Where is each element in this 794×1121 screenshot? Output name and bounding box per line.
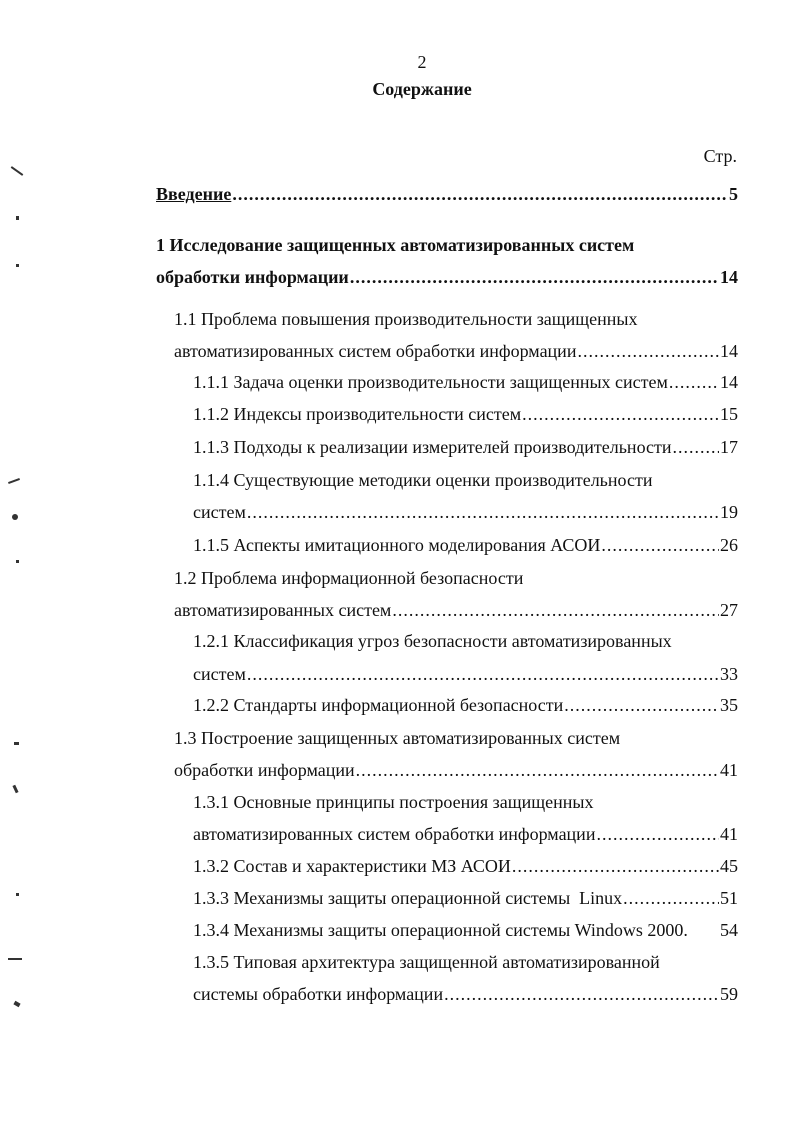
toc-entry-chapter-1-line-2[interactable] bbox=[156, 264, 738, 290]
toc-entry-page: 14 bbox=[720, 267, 738, 287]
toc-entry-text: 1.3 Построение защищенных автоматизированных систем bbox=[174, 728, 621, 748]
toc-entry-text: 1.1.2 Индексы производительности систем bbox=[193, 404, 522, 424]
toc-entry-1-2-1-line-2[interactable] bbox=[193, 661, 738, 687]
toc-entry-text: автоматизированных систем bbox=[174, 600, 392, 620]
toc-entry-text: 1.3.1 Основные принципы построения защищенных bbox=[193, 792, 594, 812]
toc-entry-1-1-4-line-2[interactable] bbox=[193, 499, 738, 525]
scan-artifact bbox=[16, 264, 19, 267]
scan-artifact bbox=[11, 166, 24, 176]
toc-entry-1-2-2[interactable] bbox=[193, 692, 738, 718]
scan-artifact bbox=[13, 1001, 20, 1007]
toc-entry-1-1-line-2[interactable] bbox=[174, 338, 738, 364]
scan-artifact bbox=[16, 560, 19, 563]
toc-entry-1-3-1-line-1[interactable] bbox=[193, 789, 738, 815]
toc-entry-page: 41 bbox=[720, 760, 738, 780]
dot-leader bbox=[247, 499, 719, 525]
dot-leader bbox=[673, 434, 719, 460]
toc-entry-page: 51 bbox=[720, 888, 738, 908]
toc-entry-text: автоматизированных систем обработки информации bbox=[174, 341, 577, 361]
toc-entry-1-3-2[interactable] bbox=[193, 853, 738, 879]
toc-entry-page: 45 bbox=[720, 856, 738, 876]
scan-artifact bbox=[14, 742, 19, 745]
toc-entry-text: 1.1.3 Подходы к реализации измерителей производительности bbox=[193, 437, 672, 457]
scan-artifact bbox=[16, 893, 19, 896]
dot-leader bbox=[596, 821, 719, 847]
toc-entry-text: Введение bbox=[156, 184, 232, 204]
toc-entry-page: 27 bbox=[720, 600, 738, 620]
toc-entry-1-3-line-1[interactable] bbox=[174, 725, 738, 751]
dot-leader bbox=[512, 853, 719, 879]
toc-entry-1-3-5-line-2[interactable] bbox=[193, 981, 738, 1007]
toc-entry-text: 1.2 Проблема информационной безопасности bbox=[174, 568, 524, 588]
toc-entry-chapter-1-line-1[interactable] bbox=[156, 232, 738, 258]
toc-entry-page: 41 bbox=[720, 824, 738, 844]
toc-entry-page: 19 bbox=[720, 502, 738, 522]
dot-leader bbox=[247, 661, 719, 687]
dot-leader bbox=[350, 264, 719, 290]
page-title: Содержание bbox=[372, 79, 472, 99]
toc-entry-page: 35 bbox=[720, 695, 738, 715]
toc-entry-1-3-line-2[interactable] bbox=[174, 757, 738, 783]
page-number: 2 bbox=[417, 52, 427, 72]
toc-entry-page: 26 bbox=[720, 535, 738, 555]
scan-artifact bbox=[16, 216, 19, 220]
toc-entry-text: 1.3.4 Механизмы защиты операционной системы Windows 2000. bbox=[193, 920, 688, 940]
toc-entry-text: 1.3.3 Механизмы защиты операционной системы Linux bbox=[193, 888, 623, 908]
toc-entry-page: 14 bbox=[720, 372, 738, 392]
scan-artifact bbox=[12, 514, 18, 520]
toc-entry-text: обработки информации bbox=[156, 267, 349, 287]
toc-entry-text: 1.1.1 Задача оценки производительности защищенных систем bbox=[193, 372, 668, 392]
dot-leader bbox=[564, 692, 719, 718]
toc-entry-page: 14 bbox=[720, 341, 738, 361]
toc-entry-1-1-1[interactable] bbox=[193, 369, 738, 395]
scan-artifact bbox=[12, 785, 18, 794]
toc-entry-text: 1.1.5 Аспекты имитационного моделирования АСОИ bbox=[193, 535, 601, 555]
toc-entry-1-2-1-line-1[interactable] bbox=[193, 628, 738, 654]
dot-leader bbox=[669, 369, 719, 395]
scan-artifact bbox=[8, 478, 20, 484]
scan-artifact bbox=[8, 958, 22, 960]
page-column-label: Стр. bbox=[703, 146, 737, 166]
toc-entry-intro[interactable] bbox=[156, 181, 738, 207]
toc-entry-page: 54 bbox=[720, 920, 738, 940]
toc-entry-page: 59 bbox=[720, 984, 738, 1004]
toc-entry-1-3-5-line-1[interactable] bbox=[193, 949, 738, 975]
dot-leader bbox=[392, 597, 719, 623]
toc-entry-text: 1.2.2 Стандарты информационной безопасности bbox=[193, 695, 564, 715]
toc-entry-text: обработки информации bbox=[174, 760, 355, 780]
toc-entry-1-3-3[interactable] bbox=[193, 885, 738, 911]
toc-entry-text: 1.1.4 Существующие методики оценки производительности bbox=[193, 470, 653, 490]
dot-leader bbox=[444, 981, 719, 1007]
toc-entry-1-1-5[interactable] bbox=[193, 532, 738, 558]
toc-entry-text: 1.2.1 Классификация угроз безопасности автоматизированных bbox=[193, 631, 672, 651]
dot-leader bbox=[623, 885, 719, 911]
toc-entry-1-1-line-1[interactable] bbox=[174, 306, 738, 332]
toc-entry-1-3-1-line-2[interactable] bbox=[193, 821, 738, 847]
toc-entry-1-3-4[interactable] bbox=[193, 917, 738, 943]
toc-entry-text: автоматизированных систем обработки информации bbox=[193, 824, 596, 844]
dot-leader bbox=[232, 181, 728, 207]
toc-entry-1-1-2[interactable] bbox=[193, 401, 738, 427]
toc-entry-text: 1.3.5 Типовая архитектура защищенной автоматизированной bbox=[193, 952, 660, 972]
toc-entry-text: 1.3.2 Состав и характеристики МЗ АСОИ bbox=[193, 856, 511, 876]
toc-entry-1-2-line-1[interactable] bbox=[174, 565, 738, 591]
toc-entry-page: 33 bbox=[720, 664, 738, 684]
toc-entry-page: 15 bbox=[720, 404, 738, 424]
toc-entry-1-1-4-line-1[interactable] bbox=[193, 467, 738, 493]
dot-leader bbox=[601, 532, 719, 558]
toc-entry-1-2-line-2[interactable] bbox=[174, 597, 738, 623]
toc-entry-page: 5 bbox=[729, 184, 738, 204]
toc-entry-text: систем bbox=[193, 502, 246, 522]
dot-leader bbox=[522, 401, 719, 427]
toc-entry-text: 1 Исследование защищенных автоматизированных систем bbox=[156, 235, 635, 255]
toc-entry-text: системы обработки информации bbox=[193, 984, 444, 1004]
toc-entry-1-1-3[interactable] bbox=[193, 434, 738, 460]
toc-entry-page: 17 bbox=[720, 437, 738, 457]
toc-entry-text: 1.1 Проблема повышения производительности защищенных bbox=[174, 309, 638, 329]
toc-entry-text: систем bbox=[193, 664, 246, 684]
dot-leader bbox=[356, 757, 719, 783]
dot-leader bbox=[577, 338, 719, 364]
